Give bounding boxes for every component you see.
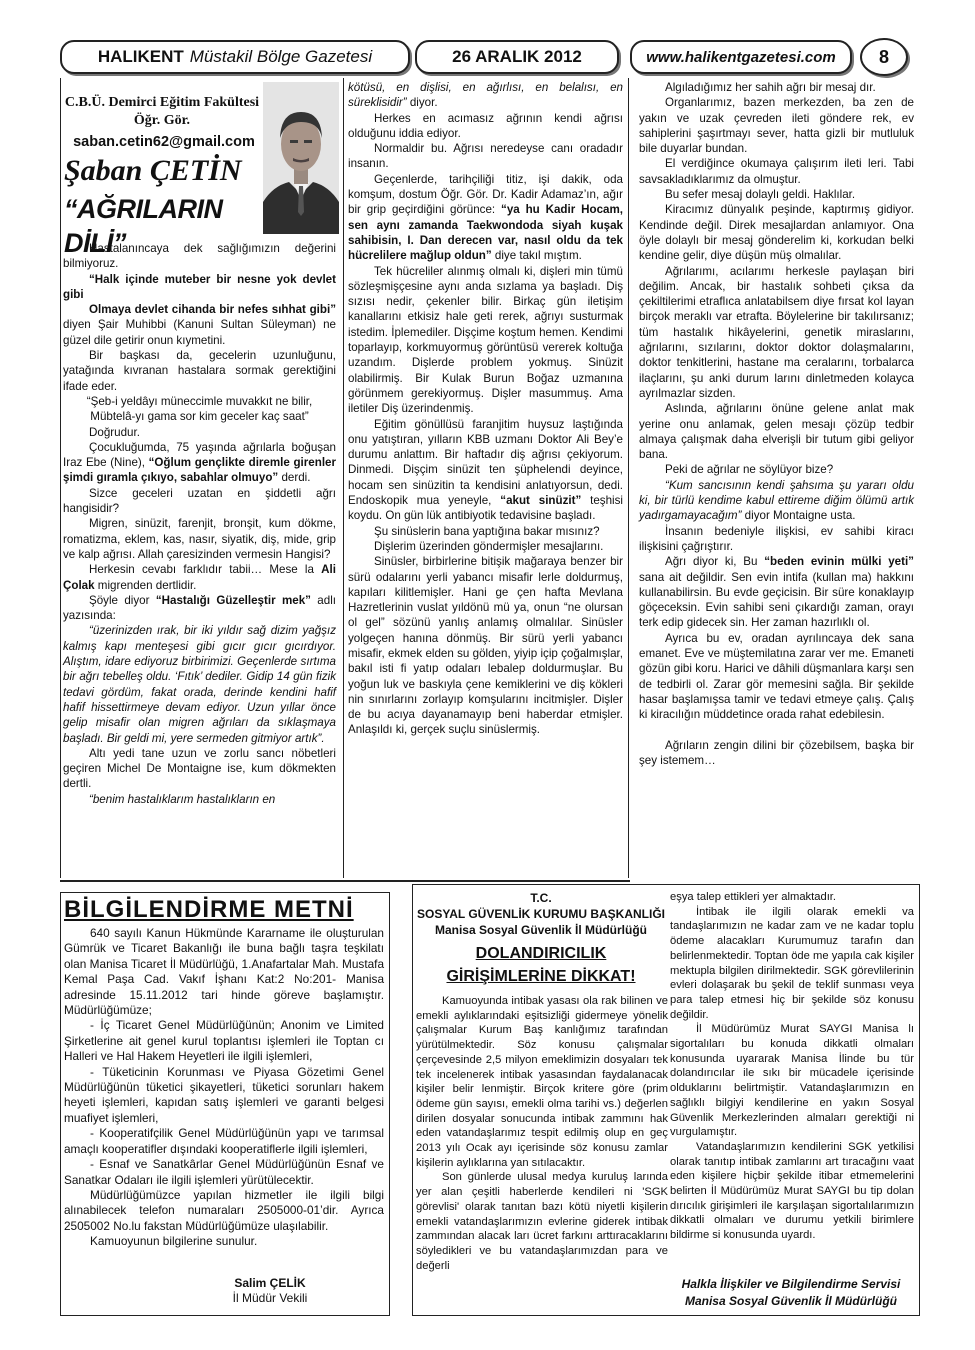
article-col3-paragraph: Kiracımız dünyalık peşinde, kaptırmış gidiyor. Kendinde değil. Direk mesajlardan anlamıyor. Ona öyle dolaylı bir mesaj gönderelim ki, korkudan belki kendine gelir, diye düşün müş olmalılar. (639, 203, 914, 263)
paper-name: HALIKENT (97, 47, 184, 66)
notice1-paragraph: - Kooperatifçilik Genel Müdürlüğünün yapı ve tarımsal amaçlı kooperatifler dışındaki kooperatiflerle ilgili işlemleri, (64, 1126, 384, 1156)
article-col1-paragraph: Mübtelâ-yı gama sor kim geceler kaç saat” (90, 410, 309, 424)
article-col1-paragraph: Hastalanıncaya dek sağlığımızın değerini bilmiyoruz. (63, 242, 336, 271)
emphasis-text: “beden evinin mülki yeti” (764, 555, 914, 569)
notice2-tc: T.C. (530, 891, 552, 905)
article-column-2 (348, 80, 623, 738)
article-col2-paragraph: Eğitim gönüllüsü faranjitim huysuz laştığında onu yatıştıran, yılların KBB uzmanı Doktor Ali Bey’e durumu anlattım. Bir haftadır diş ağrısı çekiyorum. Dinmedi. Dişçim sinüzit ten şüphelendi deyince, hocam sen sinüzitin ta kendisini anlatıyorsun, dedi. Endoskopik mua yeneyle, “akut sinüzit” teşhisi koydu. On gün lük antibiyotik tedavisine başladı. (348, 417, 624, 523)
notice2-header (412, 890, 670, 988)
issue-date-text: 26 ARALIK 2012 (452, 47, 582, 66)
article-col3-paragraph: El verdiğince okumaya çalışırım ileti leri. Tabi savsakladıklarımız da olmuştur. (639, 157, 914, 186)
author-email: saban.cetin62@gmail.com (73, 134, 255, 150)
notice2-directorate: Manisa Sosyal Güvenlik İl Müdürlüğü (434, 923, 648, 937)
paper-name-banner (60, 40, 410, 74)
emphasis-text: “akut sinüzit” (500, 494, 582, 508)
notice1-signer (200, 1276, 340, 1306)
article-col1-paragraph: “üzerinizden ırak, bir iki yıldır sağ dizim yağşız kalmış kapı menteşesi gibi gıcır gıcır gıcırdıyor. Alıştım, idare ediyoruz birbirimizi. Geçenlerde sırtıma bir ağrı tebelleş oldu. ‘Fıtık’ dediler. Gidip 14 gün fizik tedavi gördüm, fakat orada, derinde kendini hafif hafif hissettirmeye devam ediyor. Uzun yıllar önce gelip misafir olan migren ağrıları da sıklaşmaya başladı. Bir geldi mi, yere sermeden gitmiyor artık”. (63, 624, 336, 745)
article-col3-paragraph: Ağrıların zengin dilini bir çözebilsem, başka bir şey istemem… (639, 738, 914, 768)
article-col1-paragraph: Migren, sinüzit, farenjit, bronşit, kum dökme, romatizma, eklem, kas, nasır, siyatik, diş, mide, grip ve kalp ağrısı. Allah çaresizinden vermesin Hangisi? (63, 517, 336, 561)
divider-col23 (628, 78, 629, 878)
notice2-cola-paragraph: Kamuoyunda intibak yasası ola rak bilinen ve emekli aylıklarındaki eşitsizliği gidermeye yönelik çalışmalar Kurum Baş kanlığımız tarafından yürütülmektedir. Söz konusu çalışmalar çerçevesinde 2,5 milyon emeklimizin dosyaları tek tek incelenerek intibak yasasından faydalanacak kişiler belir lenmiştir. Birçok kritere göre (prim ödeme gün sayısı, emekli olma tarihi vs.) değerlen dirilen dosyalar sonucunda intibak zammını hak eden vatandaşlarımız tespit edilmiş olup en geç 2013 yılı Ocak ayı içerisinde söz konusu zamlar kişilerin aylıklarına yan sıtılacaktır. (416, 995, 668, 1169)
article-col2-paragraph: Normaldir bu. Ağrısı neredeyse canı oradadır insanın. (348, 142, 623, 171)
notice2-colb-paragraph: Vatandaşlarımızın kendilerini SGK yetkilisi olarak tanıtıp intibak zamlarını art tıracağını vaat eden kişilere hiçbir şekilde itibar etmemelerini belirten İl Müdürümüz Murat SAYGI bu tip dolan dırıcılık girişimleri ile karşılaşan sigortalılarımızın dikkatli olmaları ve durumu yetkili birimlere bildirme si konusunda uyardı. (670, 1140, 914, 1242)
article-col3-paragraph: Aslında, ağrılarını önüne gelene anlat mak yerine onu anlamak, gelen mesajı çözüp tedbir almaya çalışmak daha elverişli bir tutum gibi geliyor bana. (639, 402, 914, 462)
emphasis-text: Ali Çolak (63, 563, 336, 592)
article-col2-paragraph: Herkes en acımasız ağrının kendi ağrısı olduğunu iddia ediyor. (348, 111, 623, 140)
column-title: “AĞRILARIN DİLİ” (64, 194, 223, 258)
author-faculty: C.B.Ü. Demirci Eğitim Fakültesi (64, 95, 260, 110)
author-photo (263, 82, 339, 234)
emphasis-text: “Kum sancısının kendi şahsıma şu yararı oldu ki, bir türlü kendime kabul ettireme diğim ölümü artık yadırgamayacağım” (639, 478, 914, 523)
emphasis-text: “ya hu Kadir Hocam, sen aynı zamanda Taekwondoda siyah kuşak sahibisin, I. Dan derecen var, nasıl oldu da tek hücrelilere mağlup oldun” (348, 203, 623, 263)
notice1-body (64, 926, 384, 1250)
article-col2-paragraph: Dişlerim üzerinden göndermişler mesajlarını. (374, 539, 604, 553)
divider-left-frame (60, 78, 61, 878)
divider-col12 (343, 78, 344, 878)
article-col3-paragraph: Algıladığımız her sahih ağrı bir mesaj dır. (665, 81, 876, 94)
notice1-paragraph: - Tüketicinin Korunması ve Piyasa Gözetimi Genel Müdürlüğünün tüketici şikayetleri, tüketici sorunları hakem heyeti işlemleri, kapıdan satış işlemleri ve garanti belgesi muafiyet işlemleri, (64, 1064, 384, 1125)
article-col2-paragraph: Sinüsler, birbirlerine bitişik mağaraya benzer bir sürü odalarını yerli yabancı misafir lerle doldurmuş, kapıları kilitlemişler. Hani ge çen hafta Mevlana Hazretlerinin vuslat yıldönü mü ya, onun “ne olursan ol gel” sözünü yanlış anlamış olmalılar. Sinüsler yolgeçen hanına dönmüş. Bir sürü yerli yabancı misafir, ekmek elden su gölden, yiyip içip çoğalmışlar, bakıl isti fi yatıp odaları lebalep doldurmuşlar. Bu yoğun luk ve baskıyla çene kemiklerini ve diş kökleri nin sınırlarını zorlayıp komşularını incitmişler. Dişler de bu acıya dayanamayıp beni haberdar etmişler. Anlaşıldı ki, gerçek suçlu sinüslermiş. (348, 555, 623, 737)
article-col1-paragraph: Olmaya devlet cihanda bir nefes sıhhat gibi” diyen Şair Muhibbi (Kanuni Sultan Süleyman) ne güzel dile getirir onun kıymetini. (63, 303, 336, 347)
notice2-colb-paragraph: İl Müdürümüz Murat SAYGI Manisa lı sigortalıları bu konuda dikkatli olmaları konusunda uyararak Manisa İlinde bu tür dolandırıcılar ile sıkı bir mücadele içerisinde olduklarını belirtmiştir. Vatandaşlarımızın en sağlıklı bilgiyi kendilerine en yakın Sosyal Güvenlik Merkezlerinden almaları gerektiği ni vurgulamıştır. (670, 1023, 914, 1139)
article-col3-paragraph (639, 722, 914, 737)
emphasis-text: “Oğlum gençlikte diremle girenler şimdi gıramla çıkıyo, sabahlar olmuyo” (63, 456, 337, 485)
author-affiliation (64, 94, 260, 130)
article-col1-paragraph: “benim hastalıklarım hastalıkların en (89, 792, 276, 806)
portrait-image (263, 82, 339, 234)
article-col3-paragraph: Ayrıca bu ev, oradan ayrılıncaya dek sana emanet. Eve ve müştemilatına zarar ver me. Emaneti gözün gibi koru. Harici ve dâhili düşmanlara karşı sen de tedbirli ol. Zarar gör memesini sağla. Bir şekilde hasar başlamışsa tamir ve tedavi etmeye çalış. Çalış ki kiracılığın müddetince orada rahat edebilesin. (639, 631, 914, 722)
notice1-paragraph: Müdürlüğümüzce yapılan hizmetler ile ilgili bilgi alınabilecek telefon numaraları 2505000-01’dir. Ayrıca 2505002 No.lu fakstan Müdürlüğümüze ulaşılabilir. (64, 1187, 384, 1233)
article-col3-paragraph: Bu sefer mesaj dolaylı geldi. Haklılar. (665, 188, 856, 202)
article-col1-paragraph: Altı yedi tane uzun ve zorlu sancı nöbetleri geçiren Michel De Montaigne ise, kum dökmekten dertli. (63, 746, 336, 791)
paper-subtitle: Müstakil Bölge Gazetesi (189, 47, 373, 66)
emphasis-text: Olmaya devlet cihanda bir nefes sıhhat gibi” (89, 303, 336, 317)
notice2-institution: SOSYAL GÜVENLİK KURUMU BAŞKANLIĞI (416, 907, 666, 921)
notice2-column-b (670, 890, 914, 1243)
emphasis-text: “Hastalığı Güzelleştir mek” (155, 593, 311, 607)
article-col2-paragraph: kötüsü, en dişlisi, en ağırlısı, en belalısı, en süreklisidir” diyor. (348, 81, 623, 110)
article-col1-paragraph: Bir başkası da, gecelerin uzunluğunu, yatağında kıvranan hastalara sormak gerektiğini ifade eder. (63, 349, 336, 393)
website-text: www.halikentgazetesi.com (646, 48, 836, 66)
article-col1-paragraph: Çocukluğumda, 75 yaşında ağrılarla boğuşan Iraz Ebe (Nine), “Oğlum gençlikte diremle girenler şimdi gıramla çıkıyo, sabahlar olmuyo” derdi. (63, 440, 337, 485)
article-col1-paragraph: Sizce geceleri uzatan en şiddetli ağrı hangisidir? (63, 486, 336, 516)
page-number (860, 38, 908, 76)
article-col3-paragraph: Ağrı diyor ki, Bu “beden evinin mülki yeti” sana ait değildir. Sen evin intifa (kullan ma) hakkını kullanabilirsin. Bu evde geçicisin. Bir süre konaklayıp göçeceksin. Evin sahibi seni çıkardığı zaman, orayı terk edip gidecek sin. Her zaman hazırlıklı ol. (639, 555, 914, 630)
notice2-title2: GİRİŞİMLERİNE DİKKAT! (446, 968, 636, 985)
article-column-1 (63, 241, 336, 807)
article-col3-paragraph: İnsanın bedeniyle ilişkisi, ev sahibi kiracı ilişkisini çağrıştırır. (639, 524, 914, 553)
notice2-column-a (416, 994, 668, 1273)
divider-bottom-article (60, 880, 630, 882)
notice2-footer-directorate: Manisa Sosyal Güvenlik İl Müdürlüğü (684, 1294, 898, 1308)
notice1-paragraph: - İç Ticaret Genel Müdürlüğünün; Anonim ve Limited Şirketlerine ait genel kurul toplantısı işlemleri ile Toptan cı Halleri ve Hal Hakem Heyetleri ile ilgili işlemleri, (64, 1018, 384, 1064)
author-name: Şaban ÇETİN (64, 154, 242, 187)
notice2-colb-paragraph: eşya talep ettikleri yer almaktadır. (670, 891, 837, 903)
issue-date (415, 40, 619, 74)
article-col1-paragraph: “Şeb-i yeldâyı müneccimle muvakkıt ne bilir, (86, 394, 313, 408)
article-column-3 (639, 80, 914, 768)
article-col2-paragraph: Şu sinüslerin bana yaptığına bakar mısınız? (374, 524, 600, 538)
author-rank: Öğr. Gör. (133, 113, 191, 128)
page-number-text: 8 (878, 46, 889, 67)
article-col1-paragraph: Doğrudur. (89, 425, 140, 439)
notice1-paragraph: Kamuoyunun bilgilerine sunulur. (90, 1234, 258, 1249)
notice1-paragraph: 640 sayılı Kanun Hükmünde Kararname ile oluşturulan Gümrük ve Ticaret Bakanlığı ile buna bağlı taşra teşkilatı olan Manisa Ticaret İl Müdürlüğü, 1.Anafartalar Mah. Mustafa Kemal Paşa Cad. Vakıf İşhanı Kat:2 No:201- Manisa adresinde 15.11.2012 tari hinde göreve başlamıştır. Müdürlüğümüze; (64, 926, 384, 1018)
signer-name: Salim ÇELİK (234, 1276, 306, 1290)
article-col1-paragraph: Şöyle diyor “Hastalığı Güzelleştir mek” adlı yazısında: (63, 593, 336, 623)
article-col3-paragraph: Peki de ağrılar ne söylüyor bize? (665, 463, 834, 477)
article-col3-paragraph: “Kum sancısının kendi şahsıma şu yararı oldu ki, bir türlü kendime kabul ettireme diğim ölümü artık yadırgamayacağım” diyor Montaigne usta. (639, 478, 914, 523)
notice1-title: BİLGİLENDİRME METNİ (64, 896, 354, 923)
notice2-footer-service: Halkla İlişkiler ve Bilgilendirme Servisi (681, 1277, 901, 1291)
website-banner (630, 40, 852, 74)
notice2-cola-paragraph: Son günlerde ulusal medya kuruluş larında yer alan çeşitli haberlerde kendileri ni 'SGK görevlisi' olarak tanıtan bazı kötü niyetli kişilerin emekli vatandaşlarımızın evlerine giderek intibak zammından alacak ları ücret farkını arttıracaklarını söyledikleri ve bu vatandaşlarımızdan para ve değerli (416, 1171, 668, 1272)
emphasis-text: kötüsü, en dişlisi, en ağırlısı, en belalısı, en süreklisidir” (348, 81, 623, 110)
article-col3-paragraph: Ağrılarımı, acılarımı herkesle paylaşan biri değilim. Ancak, bir hastalık sohbeti çıksa da çekiltilerimi etraflıca anlatabilsem diye fırsat kol layan birçok meraklı var etrafta. Böylelerine bir takılırsanız; tüm hastalık hikâyelerini, genetik miraslarını, ağrılarını, sızılarını, doktor doktor dolaşmalarını, doktor tenkitlerini, hastane ma ceralarını, torbalarca ilaçlarını, şu anki durum larını dinletmeden kolayca ayrılmazlar sizden. (639, 264, 914, 400)
notice2-footer (664, 1276, 918, 1310)
article-col1-paragraph: Herkesin cevabı farklıdır tabii… Mese la Ali Çolak migrenden dertlidir. (63, 563, 336, 592)
article-col1-paragraph: “Halk içinde muteber bir nesne yok devlet gibi (63, 272, 336, 301)
article-col2-paragraph: Tek hücreliler alınmış olmalı ki, dişleri min tümü sözleşmişçesine aynı anda sızlama ya başladı. Diş sızısı nedir, çekenler bilir. Birkaç gün iletişim kanallarını etkisiz hale geti rerek, ağrıyı susturmak istedim. İplemediler. Dişçime koştum hemen. Kendimi toparlayıp, korkmuyormuş görüntüsü vererek koltuğa uzandım. Dişlerde problem yokmuş. Sinüzit olabilirmiş. Bir Kulak Burun Boğaz uzmanına görünmem gerekiyormuş. Dişler masummuş. Ama iletiler Diş üzerindenmiş. (348, 264, 623, 416)
article-col2-paragraph: Geçenlerde, tarihçiliği titiz, işi dakik, oda komşum, dostum Öğr. Gör. Dr. Kadir Adamaz’ın, ağır bir grip geçirdiğini görünce: “ya hu Kadir Hocam, sen aynı zamanda Taekwondoda siyah kuşak sahibisin, I. Dan derecen var, nasıl oldu da tek hücrelilere mağlup oldun” diye takıl mıştım. (348, 172, 623, 263)
notice2-colb-paragraph: İntibak ile ilgili olarak emekli va tandaşlarımızın ne kadar zam ve ne kadar toplu ödeme alacakları Kurumumuz tarafın dan belirlenmektedir. Toptan öde me yapıla cak kişiler mektupla bilgilen dirilmektedir. SGK görevlilerinin evleri dolaşarak bu şekil de teklif sunması veya para talep etmesi hiç bir şekilde söz konusu değildir. (670, 905, 914, 1021)
article-col3-paragraph: Organlarımız, bazen merkezden, ba zen de yakın ve uzak çevreden ileti göndere rek, ev sahiplerini şaşırtmayı sever, hatta gizli bir mutluluk bile duyarlar bundan. (639, 96, 914, 156)
notice2-title1: DOLANDIRICILIK (475, 945, 607, 962)
notice1-paragraph: - Esnaf ve Sanatkârlar Genel Müdürlüğünün Esnaf ve Sanatkar Odaları ile ilgili işlemleri yürütülecektir. (64, 1157, 384, 1187)
signer-title: İl Müdür Vekili (232, 1291, 308, 1305)
